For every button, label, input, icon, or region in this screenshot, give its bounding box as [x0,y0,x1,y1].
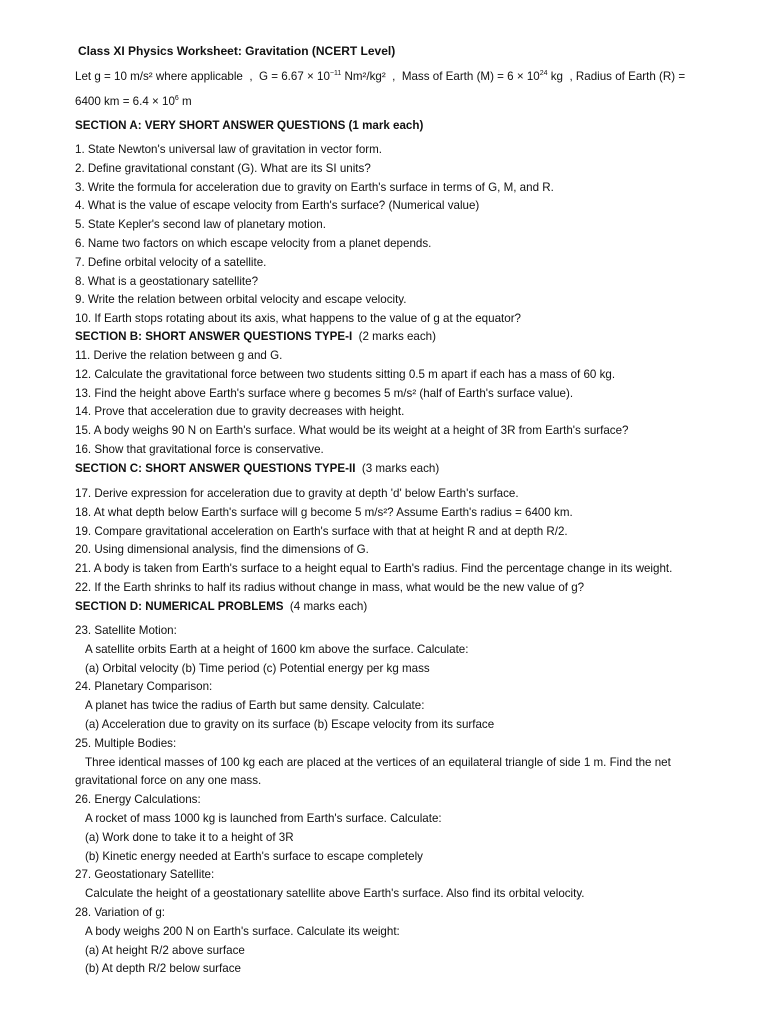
problem-line: 25. Multiple Bodies: [75,736,177,750]
question-item: 19. Compare gravitational acceleration on Earth's surface with that at height R and at depth R/2. [75,524,568,538]
constant-G: $G = 6.67 \times 10^{-11}$ Nm²/kg² [259,70,386,83]
question-item: 12. Calculate the gravitational force between two students sitting 0.5 m apart if each has a mass of 60 kg. [75,367,616,381]
question-item: 7. Define orbital velocity of a satellite. [75,255,267,269]
question-item: 10. If Earth stops rotating about its axis, what happens to the value of g at the equator? [75,312,522,326]
constant-g: Let g = 10 m/s² where applicable [75,70,243,83]
problem-line: A body weighs 200 N on Earth's surface. Calculate its weight: [85,924,400,938]
problem-line: (a) Orbital velocity (b) Time period (c) Potential energy per kg mass [85,661,430,675]
problem-line: A satellite orbits Earth at a height of 1600 km above the surface. Calculate: [85,642,469,656]
question-item: 8. What is a geostationary satellite? [75,274,259,288]
problem-line: 24. Planetary Comparison: [75,680,213,694]
section-b-heading: SECTION B: SHORT ANSWER QUESTIONS TYPE-I (2 marks each) [75,330,436,343]
constants-line-2: 6400 km = $6.4 \times 10^6$ m [75,95,192,108]
section-c-heading: SECTION C: SHORT ANSWER QUESTIONS TYPE-II (3 marks each) [75,462,440,475]
problem-line: 28. Variation of g: [75,906,166,919]
question-item: 11. Derive the relation between g and G. [75,349,283,362]
question-item: 3. Write the formula for acceleration due to gravity on Earth's surface in terms of G, M, and R. [75,180,554,194]
question-item: 21. A body is taken from Earth's surface to a height equal to Earth's radius. Find the percentage change in its weight. [75,562,673,576]
section-a-heading: SECTION A: VERY SHORT ANSWER QUESTIONS (1 mark each) [75,119,424,132]
problem-line: (a) At height R/2 above surface [85,943,245,957]
problem-line: Three identical masses of 100 kg each are placed at the vertices of an equilateral triangle of side 1 m. Find the net [85,755,671,769]
problem-line: 27. Geostationary Satellite: [75,868,215,882]
question-item: 14. Prove that acceleration due to gravity decreases with height. [75,405,405,419]
question-item: 5. State Kepler's second law of planetary motion. [75,218,326,232]
question-item: 13. Find the height above Earth's surface where g becomes 5 m/s² (half of Earth's surface value). [75,386,574,400]
question-item: 9. Write the relation between orbital velocity and escape velocity. [75,293,407,307]
problem-line: (a) Acceleration due to gravity on its surface (b) Escape velocity from its surface [85,718,495,731]
constant-earth-radius: Radius of Earth (R) = [575,70,686,83]
problem-line: (b) Kinetic energy needed at Earth's surface to escape completely [85,849,423,863]
problem-line: 26. Energy Calculations: [75,793,201,807]
problem-line: A rocket of mass 1000 kg is launched from Earth's surface. Calculate: [85,812,442,825]
question-item: 22. If the Earth shrinks to half its radius without change in mass, what would be the new value of g? [75,581,585,594]
question-item: 17. Derive expression for acceleration due to gravity at depth 'd' below Earth's surface. [75,487,519,500]
problem-line: 23. Satellite Motion: [75,624,177,637]
question-item: 4. What is the value of escape velocity from Earth's surface? (Numerical value) [75,199,480,213]
question-item: 2. Define gravitational constant (G). What are its SI units? [75,161,371,175]
problem-line: A planet has twice the radius of Earth but same density. Calculate: [85,699,425,713]
section-d-heading: SECTION D: NUMERICAL PROBLEMS (4 marks each) [75,600,368,613]
constants-line-1: Let g = 10 m/s² where applicable , $G = 6.67 \times 10^{-11}$ Nm²/kg² , Mass of Earth $(M) = 6 \times 10^{24}$ kg , Radius of Earth (R) = [75,70,686,83]
question-item: 1. State Newton's universal law of gravitation in vector form. [75,143,383,156]
question-item: 15. A body weighs 90 N on Earth's surface. What would be its weight at a height of 3R from Earth's surface? [75,424,629,438]
question-item: 20. Using dimensional analysis, find the dimensions of G. [75,543,369,557]
question-item: 16. Show that gravitational force is conservative. [75,443,324,456]
problem-line: (a) Work done to take it to a height of 3R [85,830,294,844]
question-item: 18. At what depth below Earth's surface will g become 5 m/s²? Assume Earth's radius = 6400 km. [75,505,573,519]
problem-line: (b) At depth R/2 below surface [85,962,241,976]
question-item: 6. Name two factors on which escape velocity from a planet depends. [75,237,432,250]
worksheet-title: Class XI Physics Worksheet: Gravitation (NCERT Level) [78,44,396,58]
problem-line: Calculate the height of a geostationary satellite above Earth's surface. Also find its orbital velocity. [85,887,585,901]
constant-earth-mass: Mass of Earth $(M) = 6 \times 10^{24}$ kg [401,70,563,83]
problem-line: gravitational force on any one mass. [75,774,262,788]
